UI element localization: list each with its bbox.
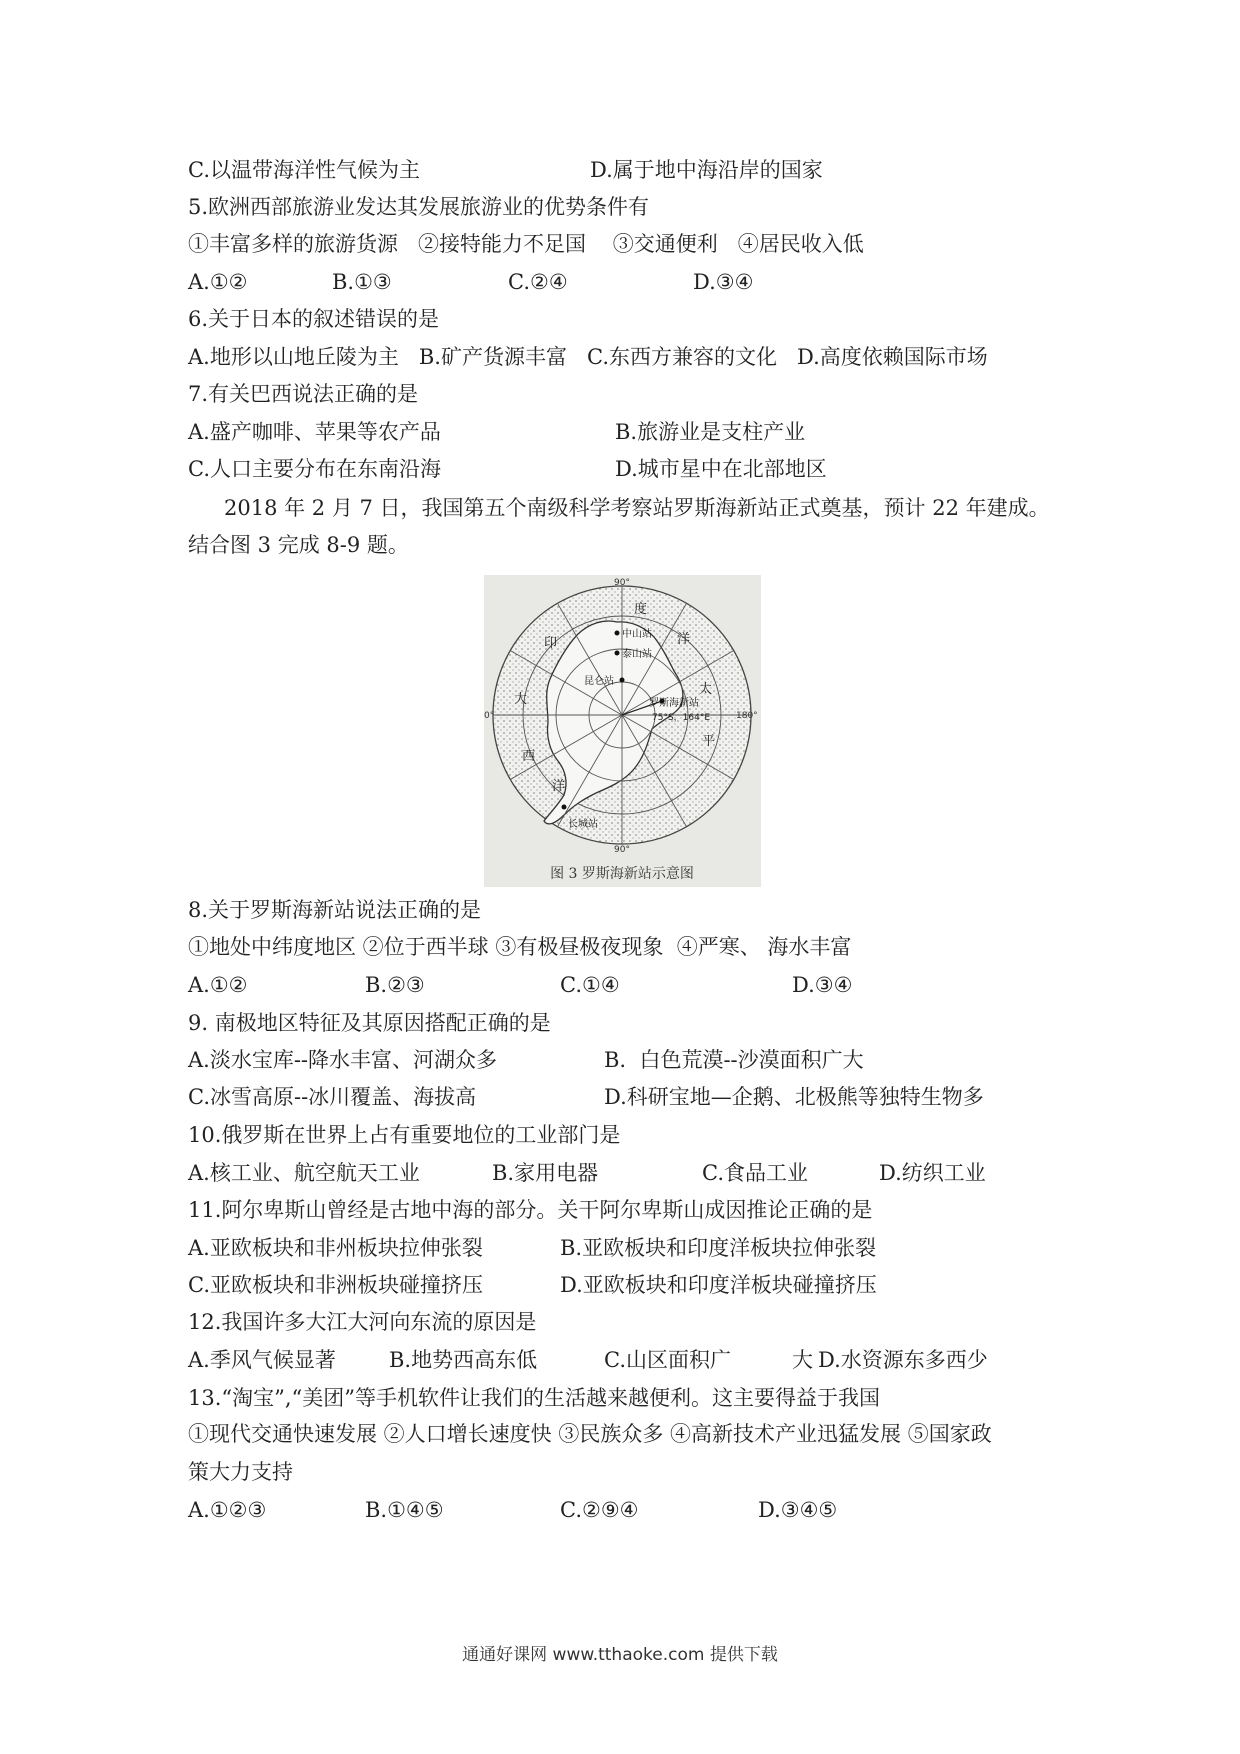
station-ross-coordinate: 75°S，164°E xyxy=(652,713,711,723)
q7-option-d: D.城市星中在北部地区 xyxy=(615,457,827,481)
figure-caption: 图 3 罗斯海新站示意图 xyxy=(550,866,694,882)
kunlun-station-dot xyxy=(620,678,625,683)
q12-option-c: C.山区面积广 xyxy=(604,1348,731,1372)
passage-text: 2018 年 2 月 7 日，我国第五个南级科学考察站罗斯海新站正式奠基，预计 22 年建成。结合图 3 完成 8-9 题。 xyxy=(188,496,1050,557)
q13-items-line2: 策大力支持 xyxy=(188,1460,293,1484)
q7-stem: 7.有关巴西说法正确的是 xyxy=(188,382,419,406)
q12-stem: 12.我国许多大江大河向东流的原因是 xyxy=(188,1310,537,1334)
q13-option-a: A.①②③ xyxy=(188,1498,267,1522)
q8-stem: 8.关于罗斯海新站说法正确的是 xyxy=(188,898,482,922)
q11-option-a: A.亚欧板块和非州板块拉伸张裂 xyxy=(188,1236,483,1260)
q11-option-c: C.亚欧板块和非洲板块碰撞挤压 xyxy=(188,1273,483,1297)
q10-option-d: D.纺织工业 xyxy=(879,1161,986,1185)
lat-label-bottom: 90° xyxy=(614,845,630,855)
station-kunlun-label: 昆仑站 xyxy=(584,676,614,687)
q10-stem: 10.俄罗斯在世界上占有重要地位的工业部门是 xyxy=(188,1123,621,1147)
q9-stem: 9. 南极地区特征及其原因搭配正确的是 xyxy=(188,1011,551,1035)
station-taishan-label: 泰山站 xyxy=(622,649,652,660)
q5-option-a: A.①② xyxy=(188,270,248,294)
q12-option-d: D.水资源东多西少 xyxy=(818,1348,988,1372)
q8-option-c: C.①④ xyxy=(560,973,620,997)
q7-option-c: C.人口主要分布在东南沿海 xyxy=(188,457,441,481)
q5-option-c: C.②④ xyxy=(508,270,568,294)
q5-option-d: D.③④ xyxy=(693,270,754,294)
antarctica-map-figure xyxy=(484,575,761,887)
q13-option-c: C.②⑨④ xyxy=(560,1498,639,1522)
q5-stem: 5.欧洲西部旅游业发达其发展旅游业的优势条件有 xyxy=(188,195,650,219)
q9-option-b: B. 白色荒漠--沙漠面积广大 xyxy=(604,1048,864,1072)
taishan-station-dot xyxy=(615,651,620,656)
q6-stem: 6.关于日本的叙述错误的是 xyxy=(188,307,440,331)
passage xyxy=(188,490,1058,564)
ocean-char-8: 洋 xyxy=(552,779,566,794)
q11-stem: 11.阿尔卑斯山曾经是古地中海的部分。关干阿尔卑斯山成因推论正确的是 xyxy=(188,1198,873,1222)
lon-label-right: 180° xyxy=(736,711,758,721)
q13-items-line1: ①现代交通快速发展 ②人口增长速度快 ③民族众多 ④高新技术产业迅猛发展 ⑤国家政 xyxy=(188,1422,992,1446)
q5-option-b: B.①③ xyxy=(332,270,392,294)
q13-option-d: D.③④⑤ xyxy=(758,1498,838,1522)
q4-option-c: C.以温带海洋性气候为主 xyxy=(188,158,420,182)
q9-option-d: D.科研宝地—企鹅、北极熊等独特生物多 xyxy=(604,1085,984,1109)
q13-stem: 13.“淘宝”,“美团”等手机软件让我们的生活越来越便利。这主要得益于我国 xyxy=(188,1386,881,1410)
q12-option-b: B.地势西高东低 xyxy=(389,1348,538,1372)
ocean-char-6: 大 xyxy=(514,692,528,707)
q4-option-d: D.属于地中海沿岸的国家 xyxy=(590,158,823,182)
station-zhongshan-label: 中山站 xyxy=(622,629,652,640)
q9-option-c: C.冰雪高原--冰川覆盖、海拔高 xyxy=(188,1085,477,1109)
q10-option-c: C.食品工业 xyxy=(702,1161,808,1185)
q8-option-b: B.②③ xyxy=(365,973,425,997)
q7-option-a: A.盛产咖啡、苹果等农产品 xyxy=(188,420,441,444)
q8-items: ①地处中纬度地区 ②位于西半球 ③有极昼极夜现象 ④严寒、 海水丰富 xyxy=(188,935,852,959)
q11-option-b: B.亚欧板块和印度洋板块拉伸张裂 xyxy=(560,1236,877,1260)
lon-label-left: 0° xyxy=(484,711,495,721)
q12-option-a: A.季风气候显著 xyxy=(188,1348,336,1372)
ocean-char-4: 太 xyxy=(699,682,713,697)
ocean-char-1: 度 xyxy=(634,602,648,617)
station-changcheng-label: 长城站 xyxy=(568,819,598,830)
ocean-char-3: 印 xyxy=(544,636,558,651)
q8-option-d: D.③④ xyxy=(792,973,853,997)
q6-options: A.地形以山地丘陵为主 B.矿产货源丰富 C.东西方兼容的文化 D.高度依赖国际市场 xyxy=(188,345,988,369)
changcheng-station-dot xyxy=(562,805,567,810)
q5-items: ①丰富多样的旅游货源 ②接特能力不足国 ③交通便利 ④居民收入低 xyxy=(188,232,864,256)
lat-label-top: 90° xyxy=(614,578,630,588)
page-footer: 通通好课网 www.tthaoke.com 提供下载 xyxy=(462,1645,778,1665)
q13-option-b: B.①④⑤ xyxy=(365,1498,444,1522)
q10-option-a: A.核工业、航空航天工业 xyxy=(188,1161,420,1185)
q8-option-a: A.①② xyxy=(188,973,248,997)
q10-option-b: B.家用电器 xyxy=(492,1161,599,1185)
q12-option-c-tail: 大 xyxy=(792,1348,813,1372)
zhongshan-station-dot xyxy=(615,631,620,636)
ocean-char-7: 西 xyxy=(522,749,536,764)
q7-option-b: B.旅游业是支柱产业 xyxy=(615,420,806,444)
station-ross-label: 罗斯海新站 xyxy=(649,698,699,709)
q11-option-d: D.亚欧板块和印度洋板块碰撞挤压 xyxy=(560,1273,877,1297)
q9-option-a: A.淡水宝库--降水丰富、河湖众多 xyxy=(188,1048,498,1072)
ocean-char-5: 平 xyxy=(702,734,716,749)
ocean-char-2: 洋 xyxy=(677,632,691,647)
